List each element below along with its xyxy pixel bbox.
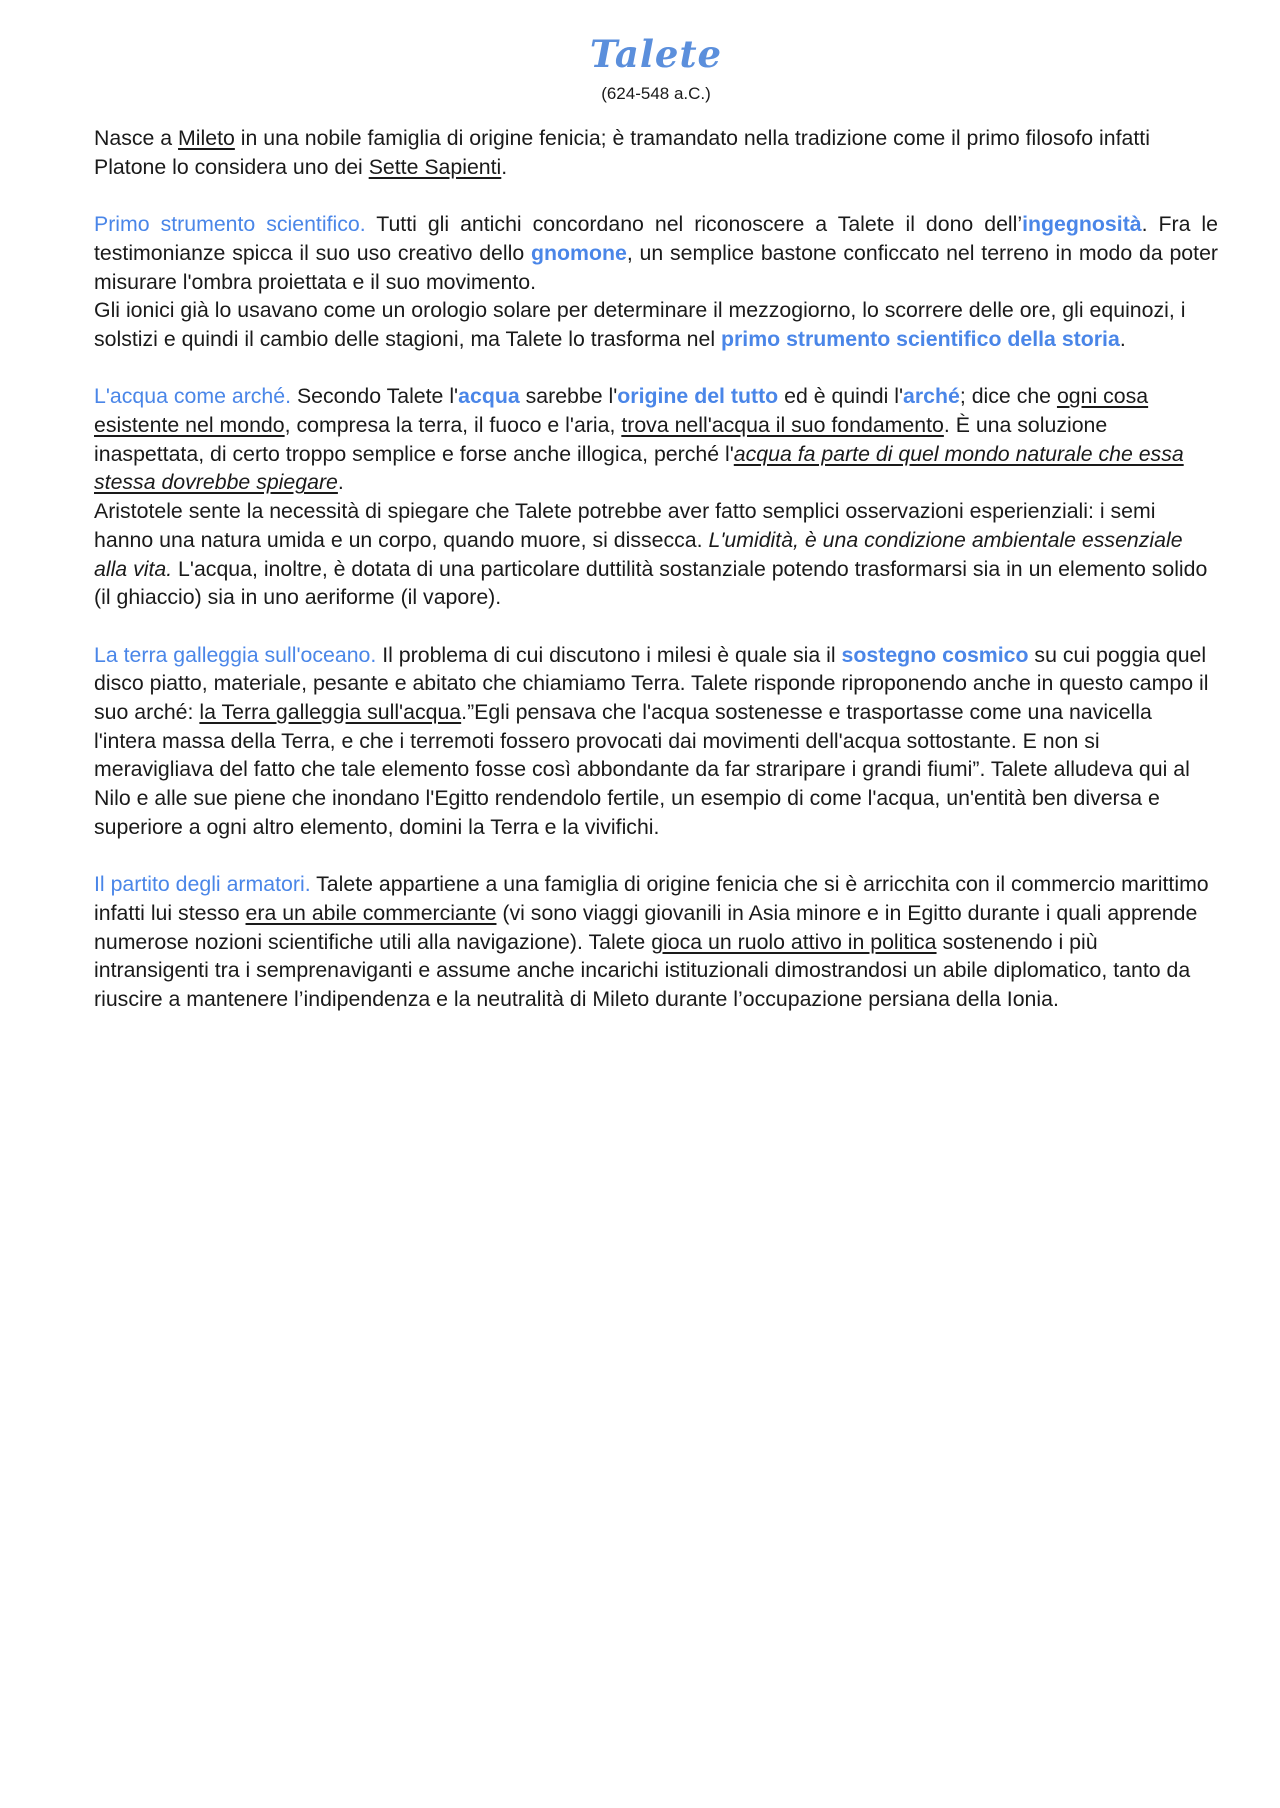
text: sarebbe l' — [519, 384, 618, 409]
underlined-text: trova nell'acqua il suo fondamento — [621, 413, 944, 437]
text: Aristotele sente la necessità di spiegare che Talete potrebbe aver fatto semplici osservazioni esperienziali: i semi hanno una natura umida e un corpo, quando muore, si dissecca. — [94, 499, 1156, 552]
text: in una nobile famiglia di origine fenicia; è tramandato nella tradizione come il primo filosofo infatti Platone lo considera uno dei — [94, 126, 1150, 179]
section-terra-galleggia — [94, 641, 1218, 842]
intro-paragraph — [94, 124, 1218, 181]
text: Nasce a — [94, 126, 179, 150]
section-primo-strumento — [94, 210, 1218, 296]
text: su cui poggia quel disco piatto, materiale, pesante e abitato che chiamiamo Terra. Talete risponde riproponendo anche in questo campo il suo arché: — [94, 642, 1209, 725]
text: .”Egli pensava che l'acqua sostenesse e trasportasse come una navicella l'intera massa della Terra, e che i terremoti fossero provocati dai movimenti dell'acqua sottostante. E non si meravigliava del fatto che tale elemento fosse così abbondante da far straripare i grandi fiumi”. Talete alludeva qui al Nilo e alle sue piene che inondano l'Egitto rendendolo fertile, un esempio di come l'acqua, un'entità ben diversa e superiore a ogni altro elemento, domini la Terra e la vivifichi. — [94, 700, 1190, 839]
text: Secondo Talete l' — [291, 384, 459, 409]
highlight-text: primo strumento scientifico della storia — [721, 326, 1120, 351]
text: Il problema di cui discutono i milesi è quale sia il — [376, 642, 842, 667]
text: , un semplice bastone conficcato nel terreno in modo da poter misurare l'ombra proiettata e il suo movimento. — [94, 240, 1219, 294]
section-heading: Primo strumento scientifico. — [94, 212, 366, 237]
underlined-text: gioca un ruolo attivo in politica — [651, 929, 937, 954]
underlined-text: la Terra galleggia sull'acqua — [199, 700, 462, 725]
section-heading: La terra galleggia sull'oceano. — [94, 642, 377, 667]
underlined-text: Sette Sapienti — [368, 154, 502, 179]
text: Gli ionici già lo usavano come un orologio solare per determinare il mezzogiorno, lo scorrere delle ore, gli equinozi, i solstizi e quindi il cambio delle stagioni, ma Talete lo trasforma nel — [94, 298, 1186, 351]
underlined-italic-text: acqua fa parte di quel mondo naturale che essa stessa dovrebbe spiegare — [94, 441, 1184, 495]
document-dates: (624-548 a.C.) — [601, 84, 711, 103]
underlined-text: ogni cosa esistente nel mondo — [94, 384, 1149, 437]
text: (vi sono viaggi giovanili in Asia minore e in Egitto durante i quali apprende numerose nozioni scientifiche utili alla navigazione). Talete — [94, 900, 1198, 954]
highlight-text: ingegnosità — [1022, 212, 1142, 237]
highlight-text: sostegno cosmico — [841, 642, 1029, 667]
text: Talete appartiene a una famiglia di origine fenicia che si è arricchita con il commercio marittimo infatti lui stesso — [94, 872, 1209, 925]
highlight-text: origine del tutto — [617, 384, 779, 409]
document-page — [94, 28, 1218, 1014]
underlined-text: era un abile commerciante — [245, 900, 497, 925]
section-partito-armatori — [94, 870, 1218, 1014]
text: . Fra le testimonianze spicca il suo uso creativo dello — [94, 212, 1218, 265]
section-primo-strumento-continued — [94, 296, 1218, 353]
text: ed è quindi l' — [778, 384, 904, 409]
text: L'acqua, inoltre, è dotata di una particolare duttilità sostanziale potendo trasformarsi sia in un elemento solido (il ghiaccio) sia in uno aeriforme (il vapore). — [94, 556, 1208, 610]
underlined-text: Mileto — [178, 126, 235, 150]
text: . — [501, 154, 508, 179]
section-acqua-arche-continued — [94, 497, 1218, 612]
text: ; dice che — [959, 384, 1057, 409]
section-heading: Il partito degli armatori. — [94, 872, 311, 897]
text: . È una soluzione inaspettata, di certo troppo semplice e forse anche illogica, perché l' — [94, 413, 1108, 466]
text: . — [337, 470, 344, 495]
highlight-text: gnomone — [531, 240, 627, 265]
italic-text: L'umidità, è una condizione ambientale essenziale alla vita. — [94, 527, 1183, 581]
text: . — [1119, 326, 1126, 351]
document-title: Talete — [589, 32, 723, 76]
highlight-text: acqua — [458, 384, 520, 409]
highlight-text: arché — [903, 384, 960, 409]
section-heading: L'acqua come arché. — [94, 384, 292, 409]
text: Tutti gli antichi concordano nel riconoscere a Talete il dono dell’ — [365, 212, 1023, 237]
text: sostenendo i più intransigenti tra i semprenaviganti e assume anche incarichi istituzionali dimostrandosi un abile diplomatico, tanto da riuscire a mantenere l’indipendenza e la neutralità di Mileto durante l’occupazione persiana della Ionia. — [94, 929, 1191, 1012]
text: , compresa la terra, il fuoco e l'aria, — [284, 413, 622, 437]
section-acqua-arche — [94, 382, 1218, 497]
